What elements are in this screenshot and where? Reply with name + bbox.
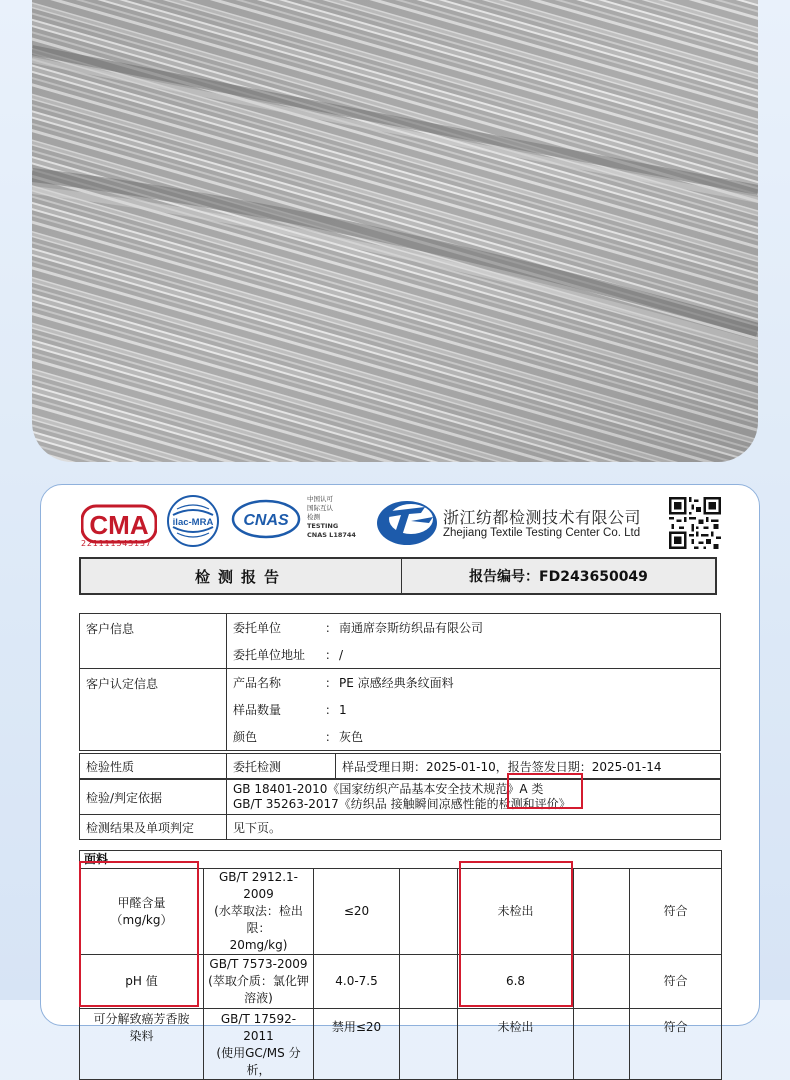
fabric-image [32, 0, 758, 462]
report-number: 报告编号：FD243650049 [469, 569, 648, 585]
item-method [204, 1009, 314, 1080]
company-name-cn: 浙江纺都检测技术有限公司 [443, 508, 642, 527]
inspection-label: 检验性质 [80, 754, 227, 779]
basis-standard-1: GB 18401-2010《国家纺织产品基本安全技术规范》A 类 [233, 782, 544, 796]
info-line: 颜色 ： 灰色 [233, 723, 714, 750]
blank-cell [400, 869, 458, 955]
client-info-table [79, 613, 721, 751]
item-judgement: 符合 [630, 1009, 722, 1080]
certification-logo-row [41, 485, 759, 557]
test-report-card [40, 484, 760, 1077]
item-name-text: 可分解致癌芳香胺 染料 [93, 1012, 190, 1043]
highlight-box-items [79, 861, 199, 1007]
inspection-type: 委托检测 [227, 754, 336, 779]
info-key: 产品名称 [233, 676, 282, 690]
report-title: 检测报告 [81, 559, 402, 593]
basis-row [80, 780, 721, 815]
basis-label: 检验/判定依据 [80, 780, 227, 815]
info-value: / [339, 647, 344, 662]
blank-cell [574, 869, 630, 955]
cnas-line: CNAS L18744 [307, 531, 356, 539]
inspection-row [80, 754, 721, 779]
info-value: 灰色 [339, 730, 364, 744]
ilac-mra-logo [165, 493, 221, 549]
item-name-text: pH 值 [125, 974, 158, 988]
result-value: 见下页。 [227, 815, 721, 840]
client-row [80, 614, 721, 669]
item-limit: 4.0-7.5 [314, 955, 400, 1009]
cnas-line: TESTING [307, 522, 339, 530]
item-result: 6.8 [458, 955, 574, 1009]
client-details [227, 614, 721, 669]
info-line: 委托单位 ： 南通席奈斯纺织品有限公司 [233, 614, 714, 641]
inspection-info-table [79, 753, 721, 779]
company-logo-icon [375, 493, 445, 549]
qr-code-icon [669, 497, 721, 549]
client-confirmed-label: 客户认定信息 [80, 669, 227, 751]
blank-cell [400, 955, 458, 1009]
cnas-line: 中国认可 [307, 495, 333, 503]
info-key: 颜色 [233, 730, 258, 744]
client-label: 客户信息 [80, 614, 227, 669]
result-row [80, 815, 721, 840]
basis-standards [227, 780, 721, 815]
cma-number: 221111343137 [81, 539, 152, 548]
item-method-text: GB/T 17592-2011 (使用GC/MS 分析， [216, 1012, 301, 1077]
info-line: 产品名称 ： PE 凉感经典条纹面料 [233, 669, 714, 696]
info-value: PE 凉感经典条纹面料 [339, 676, 454, 690]
fabric-photo [32, 0, 758, 462]
ilac-text: ilac-MRA [172, 517, 214, 528]
client-confirmed-details [227, 669, 721, 751]
cnas-line: 国际互认 [307, 504, 333, 512]
highlight-box-grade [507, 773, 583, 809]
info-value: 1 [339, 702, 347, 717]
table-row [80, 1009, 722, 1080]
item-method-text: GB/T 7573-2009 (萃取介质：氯化钾 溶液) [208, 957, 309, 1005]
cnas-accreditation-text [307, 495, 356, 540]
item-method-text: GB/T 2912.1-2009 (水萃取法：检出限： 20mg/kg) [214, 870, 303, 952]
info-key: 委托单位 [233, 621, 282, 635]
info-line: 样品数量 ： 1 [233, 696, 714, 723]
cma-text: CMA [89, 510, 149, 540]
inspection-dates: 样品受理日期：2025-01-10，报告签发日期：2025-01-14 [336, 754, 721, 779]
item-judgement: 符合 [630, 869, 722, 955]
item-judgement: 符合 [630, 955, 722, 1009]
item-name [80, 1009, 204, 1080]
item-limit: ≤20 [314, 869, 400, 955]
company-name-en: Zhejiang Textile Testing Center Co. Ltd [443, 527, 641, 539]
item-result: 未检出 [458, 1009, 574, 1080]
info-value: 南通席奈斯纺织品有限公司 [339, 621, 484, 635]
item-method [204, 955, 314, 1009]
item-method [204, 869, 314, 955]
basis-standard-2: GB/T 35263-2017《纺织品 接触瞬间凉感性能的检测和评价》 [233, 797, 571, 811]
item-result: 未检出 [458, 869, 574, 955]
info-key: 样品数量 [233, 703, 282, 717]
blank-cell [574, 955, 630, 1009]
cnas-mark-text: CNAS [243, 512, 289, 529]
cnas-logo [231, 499, 301, 539]
report-title-bar [79, 557, 717, 595]
item-limit: 禁用≤20 [314, 1009, 400, 1080]
info-line: 委托单位地址 ： / [233, 641, 714, 668]
item-name-text: 甲醛含量 （mg/kg） [110, 895, 173, 927]
blank-cell [400, 1009, 458, 1080]
client-confirmed-row [80, 669, 721, 751]
result-label: 检测结果及单项判定 [80, 815, 227, 840]
blank-cell [574, 1009, 630, 1080]
cnas-line: 检测 [307, 513, 320, 521]
highlight-box-results [459, 861, 573, 1007]
section-label: 面料 [80, 851, 722, 869]
basis-table [79, 779, 721, 840]
info-key: 委托单位地址 [233, 648, 306, 662]
